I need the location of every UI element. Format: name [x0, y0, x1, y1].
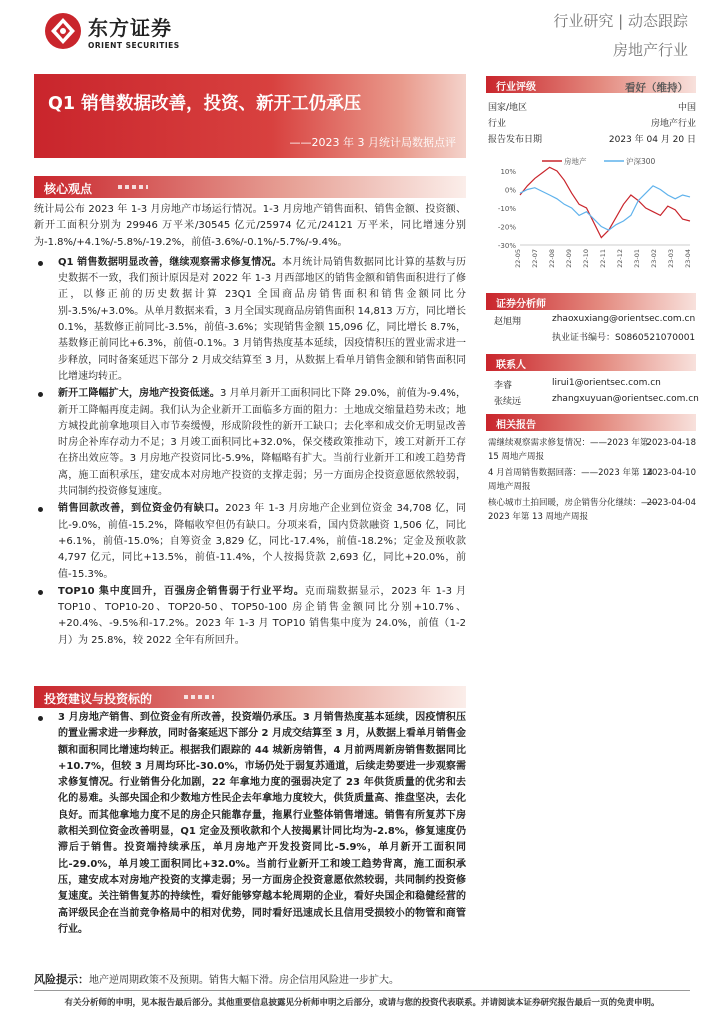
- section-advice-title: 投资建议与投资标的: [44, 692, 153, 706]
- bullet-dot-icon: [38, 590, 43, 595]
- chart-svg: [486, 155, 696, 285]
- bullet-item: [34, 255, 466, 385]
- related-report[interactable]: [488, 436, 696, 464]
- x-tick-label: 22-12: [616, 249, 624, 268]
- header-right: [553, 10, 688, 60]
- section-advice-header: [34, 686, 466, 708]
- info-value: 中国: [677, 103, 696, 113]
- y-tick-label: 0%: [504, 186, 516, 195]
- tab-dots-decoration: [118, 185, 148, 189]
- y-tick-label: 10%: [500, 168, 516, 176]
- legend-label-hs300: 沪深300: [626, 157, 656, 166]
- related-date: 2023-04-18: [646, 438, 696, 448]
- info-value: 2023 年 04 月 20 日: [608, 135, 696, 145]
- tab-dots-decoration: [184, 695, 214, 699]
- bullet-item: [34, 501, 466, 582]
- x-tick-label: 23-04: [684, 249, 692, 268]
- contact-email[interactable]: lirui1@orientsec.com.cn: [552, 378, 661, 388]
- y-tick-label: -20%: [497, 223, 516, 232]
- bullet-text: 2023 年 1-3 月房地产企业到位资金 34,708 亿，同比-9.0%，前值-15.2%，降幅收窄但仍有缺口。分项来看，国内贷款融资 1,506 亿，同比+6.1%，前值-15.0%；自筹资金 3,829 亿，同比-17.4%，前值-18.2%；定金及预收款 4,797 亿元，同比+13.5%，前值-11.4%，个人按揭贷款 2,693 亿，同比+20.0%，前值-15.3%。: [58, 503, 466, 580]
- footer-disclaimer: 有关分析师的申明，见本报告最后部分。其他重要信息披露见分析师申明之后部分，或请与您的投资代表联系。并请阅读本证券研究报告最后一页的免责申明。: [64, 998, 660, 1008]
- related-title[interactable]: 需继续观察需求修复情况：——2023 年第 15 周地产周报: [488, 438, 649, 462]
- section-core-title: 核心观点: [44, 182, 93, 196]
- report-industry: 房地产行业: [612, 41, 688, 59]
- x-tick-label: 23-01: [633, 249, 641, 268]
- risk-warning: [34, 971, 399, 987]
- report-title: Q1 销售数据改善，投资、新开工仍承压: [48, 94, 362, 114]
- legend-label-realestate: 房地产: [564, 157, 587, 166]
- analyst-name: 赵旭翔: [494, 317, 522, 327]
- info-row-industry: [488, 116, 696, 129]
- y-tick-label: -10%: [497, 205, 516, 213]
- analyst-label: 证券分析师: [496, 299, 546, 310]
- x-tick-label: 22-09: [565, 249, 573, 268]
- related-label: 相关报告: [496, 420, 536, 431]
- bullet-bold: 新开工降幅扩大，房地产投资低迷。: [58, 388, 220, 400]
- stock-chart: [486, 155, 696, 285]
- related-title[interactable]: 核心城市土拍回暖，房企销售分化继续：——2023 年第 13 周地产周报: [488, 498, 659, 522]
- x-tick-label: 23-03: [667, 249, 675, 268]
- contact-name: 张续远: [494, 397, 522, 407]
- advice-bold: 3 月房地产销售、到位资金有所改善，投资端仍承压。3 月销售热度基本延续，因疫情积压的置业需求进一步释放，同时备案延迟下部分 2 月成交结算至 3 月，从数据上看单月销售金额和面积同比增速均转正。根据我们跟踪的 44 城新房销售，4 月前两周新房销售数据同比+10.7%，但较 3 月周均环比-30.0%，市场仍处于弱复苏通道，后续走势要进一步观察需求修复情况。行业销售分化加剧，22 年拿地力度的强弱决定了 23 年供货质量的优劣和去化的易难。头部央国企和少数地方性民企去年拿地力度较大，供货质量高、推盘坚决，去化良好。而其他拿地力度不足的房企只能靠存量，拖累行业整体销售增速。销售有所复苏下房款相关到位资金改善明显，Q1 定金及预收款和个人按揭累计同比均为-2.8%，修复速度仍滞后于销售。投资端持续承压，单月房地产开发投资同比-5.9%，单月新开工面积同比-29.0%，单月竣工面积同比+32.0%。当前行业新开工和竣工趋势背离，施工面积承压，建安成本对房地产投资的支撑走弱；另一方面房企投资意愿依然较弱，共同制约投资修复速度。关注销售复苏的持续性，看好能够穿越本轮周期的企业，看好央国企和稳健经营的高评级民企在当前竞争格局中的相对优势，同时看好迅速成长且信用受损较小的物管和商管行业。: [58, 712, 466, 935]
- related-date: 2023-04-04: [646, 498, 696, 508]
- series-line-realestate: [520, 167, 690, 237]
- x-tick-label: 23-02: [650, 249, 658, 268]
- report-subtitle: ——2023 年 3 月统计局数据点评: [289, 136, 456, 149]
- risk-label: 风险提示：: [34, 973, 89, 986]
- x-tick-label: 22-10: [582, 249, 590, 268]
- rating-label: 行业评级: [496, 82, 536, 93]
- core-content: [34, 202, 466, 650]
- advice-content: [34, 710, 466, 939]
- bullet-item: [34, 386, 466, 500]
- analyst-email[interactable]: zhaoxuxiang@orientsec.com.cn: [552, 314, 696, 324]
- x-tick-label: 22-07: [531, 249, 539, 268]
- bullet-bold: 销售回款改善，到位资金仍有缺口。: [58, 503, 226, 515]
- contact-name: 李睿: [494, 381, 513, 391]
- bullet-dot-icon: [38, 392, 43, 397]
- bullet-text: 克而瑞数据显示，2023 年 1-3 月 TOP10、TOP10-20、TOP20-50、TOP50-100 房企销售金额同比分别+10.7%、+20.4%、-9.5%和-17.2%。2023 年 1-3 月 TOP10 销售集中度为 24.0%，前值（1-2 月）为 25.8%，较 2022 全年有所回升。: [58, 585, 466, 646]
- x-tick-label: 22-11: [599, 249, 607, 268]
- y-tick-label: -30%: [497, 242, 516, 250]
- title-banner: [34, 74, 466, 158]
- related-report[interactable]: [488, 466, 696, 494]
- bullet-text: 本月统计局销售数据同比计算的基数与历史数据不一致，我们预计原因是对 2022 年 1-3 月西部地区的销售金额和销售面积进行了修正，以修正前的历史数据计算 23Q1 全国商品房销售面积和销售金额同比分别-3.5%/+3.0%。从单月数据来看，3 月全国实现商品房销售面积 14,813 万方，同比增长 0.1%，基数修正前同比-3.5%，前值-3.6%；实现销售金额 15,096 亿，同比增长 8.7%，基数修正前同比+6.3%，前值-0.1%。3 月销售热度基本延续，因疫情积压的置业需求进一步释放，同时备案延迟下部分 2 月成交结算至 3 月，从数据上看单月销售金额和销售面积同比增速均转正。: [58, 256, 467, 382]
- info-key: 行业: [488, 119, 507, 129]
- info-key: 国家/地区: [488, 103, 528, 113]
- section-core-header: [34, 176, 466, 198]
- bullet-dot-icon: [38, 716, 43, 721]
- related-date: 2023-04-10: [646, 468, 696, 478]
- contact-header: [486, 354, 696, 371]
- logo-cn: 东方证券: [88, 16, 172, 40]
- related-title[interactable]: 4 月首周销售数据回落：——2023 年第 14 周地产周报: [488, 468, 653, 492]
- rating-value: 看好（维持）: [625, 82, 688, 94]
- related-report[interactable]: [488, 496, 696, 524]
- intro-paragraph: 统计局公布 2023 年 1-3 月房地产市场运行情况。1-3 月房地产销售面积、销售金额、投资额、新开工面积分别为 29946 万平米/30545 亿元/25974 亿元/24121 万平米，同比增速分别为-1.8%/+4.1%/-5.8%/-19.2%，前值-3.6%/-0.1%/-5.7%/-9.4%。: [34, 204, 466, 248]
- info-value: 房地产行业: [650, 119, 696, 129]
- orient-logo-icon: [44, 12, 82, 50]
- contact-label: 联系人: [496, 360, 526, 371]
- risk-text: 地产逆周期政策不及预期。销售大幅下滑。房企信用风险进一步扩大。: [89, 975, 399, 986]
- bullet-bold: Q1 销售数据明显改善，继续观察需求修复情况。: [58, 256, 282, 268]
- related-header: [486, 414, 696, 431]
- contact-email[interactable]: zhangxuyuan@orientsec.com.cn: [552, 394, 699, 404]
- info-key: 报告发布日期: [488, 135, 543, 145]
- bullet-item: [34, 584, 466, 649]
- x-tick-label: 22-08: [548, 249, 556, 268]
- bullet-bold: TOP10 集中度回升，百强房企销售弱于行业平均。: [58, 585, 305, 597]
- footer-divider: [34, 990, 690, 991]
- logo-en: ORIENT SECURITIES: [88, 41, 180, 50]
- analyst-header: [486, 293, 696, 310]
- info-row-date: [488, 132, 696, 145]
- x-tick-label: 22-05: [514, 249, 522, 268]
- bullet-dot-icon: [38, 507, 43, 512]
- company-logo: [44, 12, 180, 50]
- analyst-cert: 执业证书编号：S0860521070001: [552, 333, 696, 343]
- advice-bullet: [34, 710, 466, 938]
- bullet-dot-icon: [38, 261, 43, 266]
- info-row-region: [488, 100, 696, 113]
- bullet-text: 3 月单月新开工面积同比下降 29.0%，前值为-9.4%，新开工降幅再度走阔。我们认为企业新开工面临多方面的阻力：土地成交缩量趋势未改；地方城投此前拿地项目入市节奏缓慢，形成阶段性的新开工缺口；去化率和成交价无明显改善时房企补库存动力不足；3 月竣工面积同比+32.0%，保交楼政策推动下，竣工对新开工存在挤出效应等。3 月房地产投资同比-5.9%，降幅略有扩大。当前行业新开工和竣工趋势背离，施工面积承压，建安成本对房地产投资的支撑走弱；另一方面房企投资意愿依然较弱，共同制约投资修复速度。: [58, 388, 466, 498]
- report-category: 行业研究 | 动态跟踪: [553, 12, 688, 30]
- series-line-hs300: [520, 186, 690, 230]
